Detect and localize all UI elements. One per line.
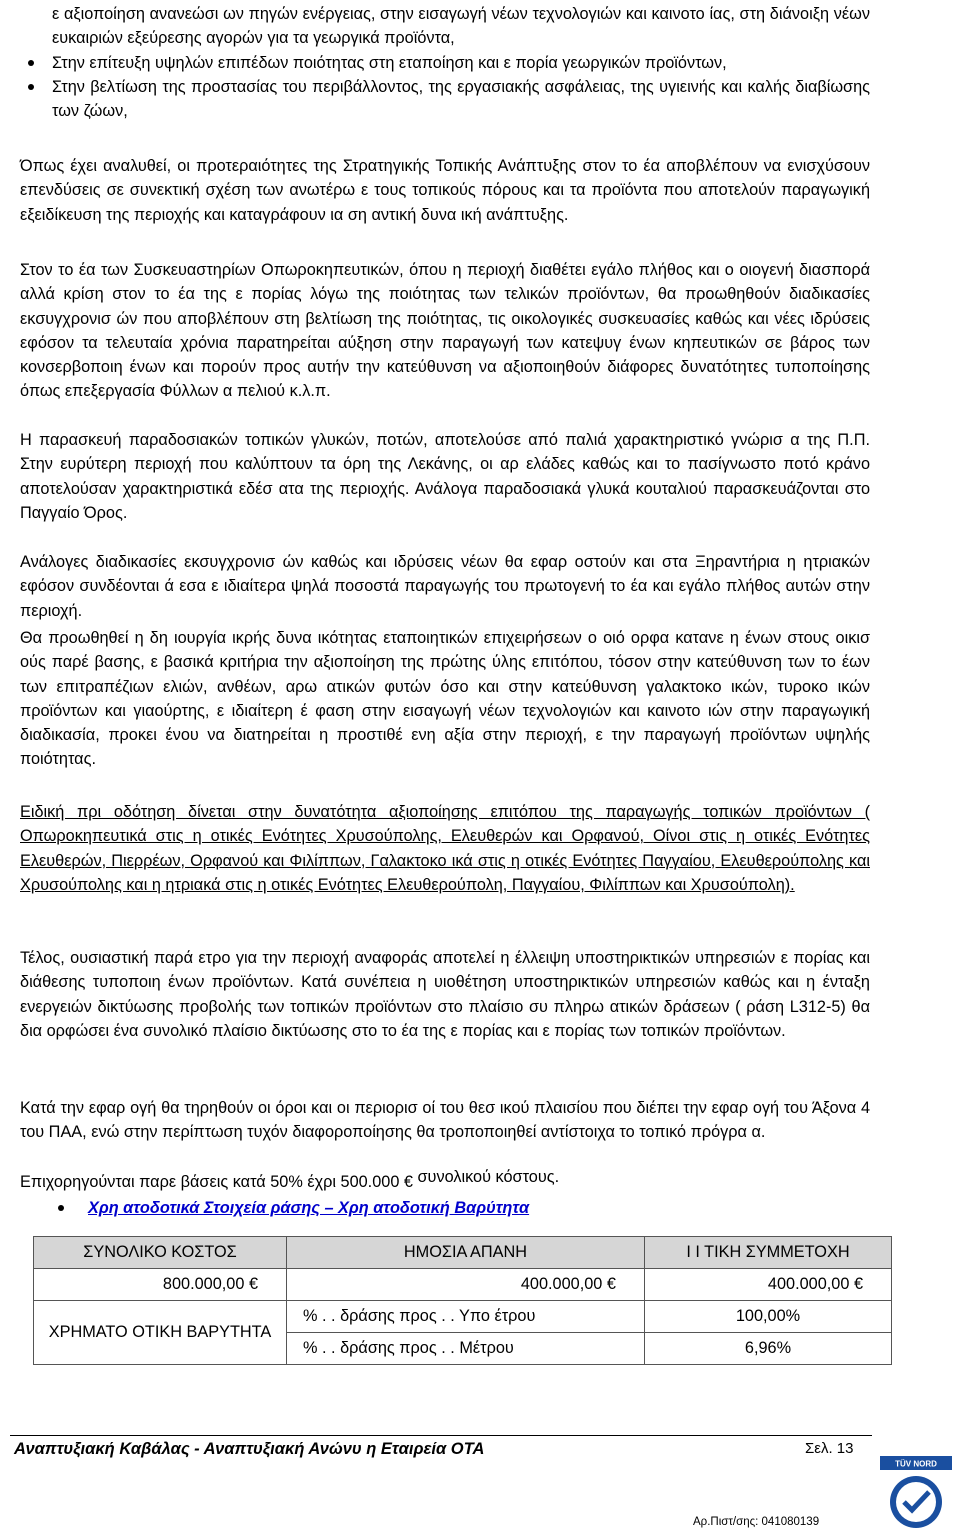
bullet-list-top [20,2,870,123]
weight-label-cell: ΧΡΗΜΑΤΟ ΟΤΙΚΗ ΒΑΡΥΤΗΤΑ [34,1301,287,1365]
paragraph: Όπως έχει αναλυθεί, οι προτεραιότητες της Στρατηγικής Τοπικής Ανάπτυξης στον το έα αποβλέπουν να ενισχύσουν επενδύσεις σε συνεκτική σχέση των ανωτέρω ε τους τοπικούς πόρους και τα προϊόντα που αποτελούν παραγωγική εξειδίκευση της περιοχής και καταγράφουν ια ση αντική δυνα ική ανάπτυξης. [20,157,870,224]
table-header-row [34,1237,892,1269]
paragraph-underlined: Ειδική πρι οδότηση δίνεται στην δυνατότητα αξιοποίησης επιτόπου της παραγωγής τοπικών προϊόντων ( Οπωροκηπευτικά στις η οτικές Ενότητες Χρυσούπολης, Ελευθερών και Ορφανού, Οίνοι στις η οτικές Ενότητες Ελευθερών, Πιερρέων, Ορφανού και Φιλίππων, Γαλακτοκο ικά στις η οτικές Ενότητες Παγγαίου, Ελευθερούπολης και Χρυσούπολης και η ητριακά στις η οτικές Ενότητες Ελευθερούπολη, Παγγαίου, Φιλίππων και Χρυσούπολη). [20,803,870,894]
amount-cell [287,1269,645,1301]
bullet-text: ε αξιοποίηση ανανεώσι ων πηγών ενέργειας, στην εισαγωγή νέων τεχνολογιών και καινοτο ίας, στη διάνοιξη νέων ευκαιριών εξεύρεσης αγορών για τα γεωργικά προϊόντα, [52,5,870,48]
subsidy-line [20,1170,870,1194]
footer-page-number: Σελ. 13 [805,1440,854,1457]
table-row [34,1301,892,1333]
bullet-icon [58,1205,64,1211]
paragraph: Κατά την εφαρ ογή θα τηρηθούν οι όροι και οι περιορισ οί του θεσ ικού πλαισίου που διέπει την εφαρ ογή του Άξονα 4 του ΠΑΑ, ενώ στην περίπτωση τυχόν διαφοροποίησης θα τροποποιηθεί αντίστοιχα το τοπικό πρόγρα α. [20,1099,870,1142]
list-item [20,75,870,124]
logo-text: TÜV NORD [895,1459,937,1469]
paragraph: Τέλος, ουσιαστική παρά ετρο για την περιοχή αναφοράς αποτελεί η έλλειψη υποστηρικτικών υπηρεσιών ε πορίας και διάθεσης τυποποιη ένων προϊόντων. Κατά συνέπεια η υιοθέτηση υποστηρικτικών υπηρεσιών καθώς και η ένταξη ενεργειών δικτύωσης προβολής των τοπικών προϊόντων στο πλαίσιο συ πληρω ατικών δράσεων ( ράση L312-5) θα δια ορφώσει ένα συνολικό πλαίσιο δικτύωσης στο το έα της ε πορίας και ε πορίας των τοπικών προϊόντων. [20,949,870,1040]
paragraph: Η παρασκευή παραδοσιακών τοπικών γλυκών, ποτών, αποτελούσε από παλιά χαρακτηριστικό γνώρισ α της Π.Π. Στην ευρύτερη περιοχή που καλύπτουν τα όρη της Λεκάνης, οι αρ ελάδες καθώς και το πασίγνωστο ποτό κράνο αποτελούσαν χαρακτηριστικά εδέσ ατα της περιοχής. Ανάλογα παραδοσιακά γλυκά κουταλιού παρασκευάζονται στο Παγγαίο Όρος. [20,431,870,522]
header-total-cost: ΣΥΝΟΛΙΚΟ ΚΟΣΤΟΣ [34,1237,287,1269]
funding-table [33,1236,892,1365]
amount-cell [34,1269,287,1301]
header-public-expense: ΗΜΟΣΙΑ ΑΠΑΝΗ [287,1237,645,1269]
list-item [20,2,870,51]
subsidy-text: Επιχορηγούνται παρε βάσεις κατά 50% έχρι 500.000 [20,1173,400,1191]
tuv-logo-icon [874,1452,958,1536]
weight-row-value: 6,96% [644,1333,891,1365]
euro-icon: € [403,1173,413,1191]
footer-divider [10,1435,872,1436]
weight-row-label: % . . δράσης προς . . Μέτρου [287,1333,645,1365]
table-row [34,1269,892,1301]
euro-icon: € [248,1275,258,1293]
bullet-text: Στην επίτευξη υψηλών επιπέδων ποιότητας στη εταποίηση και ε πορία γεωργικών προϊόντων, [52,53,727,72]
list-item [20,51,870,75]
subsidy-suffix: συνολικού κόστους. [417,1168,560,1186]
euro-icon: € [606,1275,616,1293]
amount-cell [644,1269,891,1301]
euro-icon: € [853,1275,863,1293]
paragraph: Στον το έα των Συσκευαστηρίων Οπωροκηπευτικών, όπου η περιοχή διαθέτει εγάλο πλήθος και ο οιογενή διασπορά αλλά κρίση στον το έα της ε πορίας λόγω της ποιότητας των τελικών προϊόντων, θα προωθηθούν διαδικασίες εκσυγχρονισ ών που αποβλέπουν στη βελτίωση της ποιότητας, τις οικολογικές συσκευασίες καθώς και νέες ιδρύσεις εφόσον τα τελευταία χρόνια παρατηρείται αύξηση στην παραγωγή των κατεψυγ ένων κηπευτικών σε βάρος των κονσερβοποιη ένων και πορούν προς αυτήν την κατεύθυνση να αξιοποιηθούν διάφορες δυνατότητες τυποποίησης όπως επεξεργασία Φύλλων α πελιού κ.λ.π. [20,261,870,401]
header-private-share: Ι Ι ΤΙΚΗ ΣΥΜΜΕΤΟΧΗ [644,1237,891,1269]
bullet-icon [28,84,34,90]
funding-heading-label: Χρη ατοδοτικά Στοιχεία ράσης – Χρη ατοδοτική Βαρύτητα [88,1199,530,1217]
bullet-icon [28,60,34,66]
certificate-number: Αρ.Πιστ/σης: 041080139 [693,1516,820,1528]
paragraph: Ανάλογες διαδικασίες εκσυγχρονισ ών καθώς και ιδρύσεις νέων θα εφαρ οστούν και στα Ξηραντήρια η ητριακών εφόσον συνδέονται ά εσα ε ιδιαίτερα ψηλά ποσοστά παραγωγής του πρωτογενή το έα και εγάλο πλήθος αυτών στην περιοχή. [20,553,870,620]
weight-row-value: 100,00% [644,1301,891,1333]
weight-row-label: % . . δράσης προς . . Υπο έτρου [287,1301,645,1333]
paragraph: Θα προωθηθεί η δη ιουργία ικρής δυνα ικότητας εταποιητικών επιχειρήσεων ο οιό ορφα κατανε η ένων στους οικισ ούς παρέ βασης, ε βασικά κριτήρια την αξιοποίηση της πρώτης ύλης επιτόπου, τόσον στην κατεύθυνση των το έων των επιτραπέζιων ελιών, ανθέων, αρω ατικών φυτών όσο και στην κατεύθυνση γαλακτοκο ικών, τυροκο ικών προϊόντων και γιαούρτης, ε ιδιαίτερη έ φαση στην εισαγωγή νέων τεχνολογιών και καινοτο ιών στην παραγωγική διαδικασία, προκει ένου να διατηρείται η προστιθέ ενη αξία στην περιοχή, ε την παραγωγή προϊόντων υψηλής ποιότητας. [20,629,870,769]
footer-company: Αναπτυξιακή Καβάλας - Αναπτυξιακή Ανώνυ η Εταιρεία ΟΤΑ [14,1440,485,1458]
amount-value: 400.000,00 [520,1275,603,1293]
bullet-text: Στην βελτίωση της προστασίας του περιβάλλοντος, της εργασιακής ασφάλειας, της υγιεινής και καλής διαβίωσης των ζώων, [52,77,870,121]
funding-heading [20,1196,870,1220]
amount-value: 400.000,00 [767,1275,850,1293]
amount-value: 800.000,00 [162,1275,245,1293]
